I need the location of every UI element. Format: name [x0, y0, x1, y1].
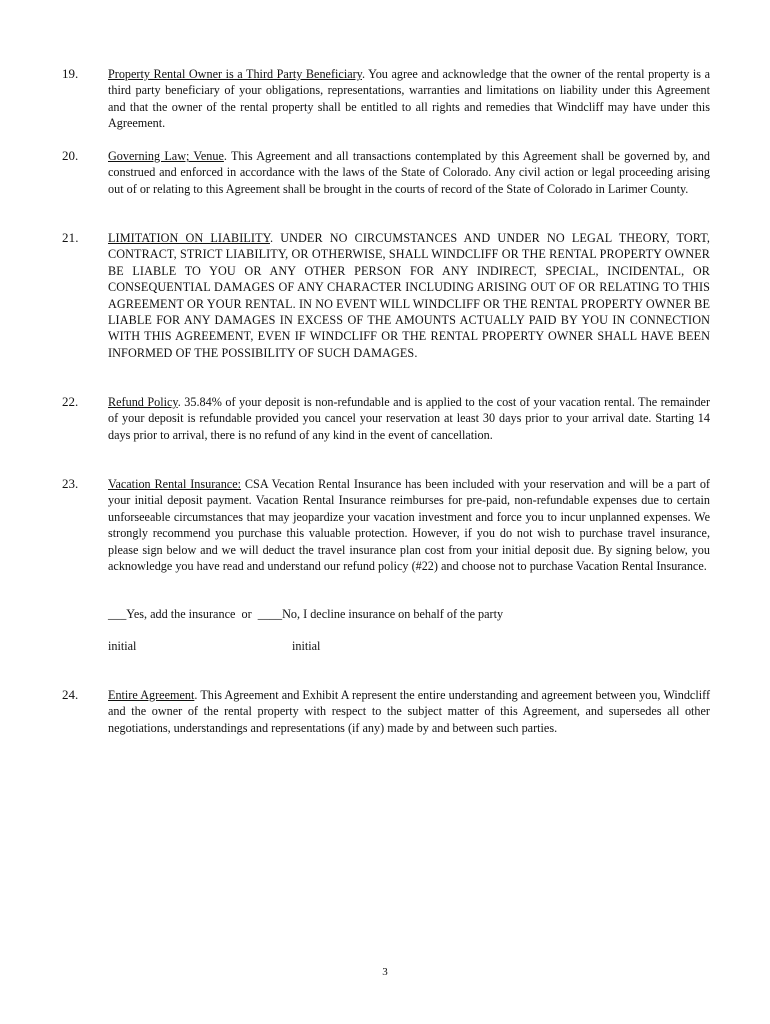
insurance-choice-line[interactable] [108, 606, 708, 622]
section-23 [62, 476, 710, 574]
section-title: Governing Law; Venue [108, 149, 224, 163]
section-title: Vacation Rental Insurance: [108, 477, 242, 491]
section-number: 21. [62, 230, 79, 245]
section-title: Refund Policy [108, 395, 178, 409]
section-22 [62, 394, 710, 443]
section-19 [62, 66, 710, 132]
section-body [108, 394, 710, 443]
section-number: 23. [62, 476, 79, 491]
section-text: . UNDER NO CIRCUMSTANCES AND UNDER NO LEGAL THEORY, TORT, CONTRACT, STRICT LIABILITY, OR OTHERWISE, SHALL WINDCLIFF OR THE RENTAL PROPERTY OWNER BE LIABLE TO YOU OR ANY OTHER PERSON FOR ANY INDIRECT, SPECIAL, INCIDENTAL, OR CONSEQUENTIAL DAMAGES OF ANY CHARACTER INCLUDING ARISING OUT OF OR RELATING TO THIS AGREEMENT OR YOUR RENTAL. IN NO EVENT WILL WINDCLIFF OR THE RENTAL PROPERTY OWNER BE LIABLE FOR ANY DAMAGES IN EXCESS OF THE AMOUNTS ACTUALLY PAID BY YOU IN CONNECTION WITH THIS AGREEMENT, EVEN IF WINDCLIFF OR THE RENTAL PROPERTY OWNER SHALL HAVE BEEN INFORMED OF THE POSSIBILITY OF SUCH DAMAGES. [108, 231, 710, 360]
section-body [108, 230, 710, 361]
section-body [108, 66, 710, 132]
section-number: 20. [62, 148, 79, 163]
section-text: . This Agreement and Exhibit A represent the entire understanding and agreement between you, Windcliff and the owner of the rental property with respect to the subject matter of this Agreement, and supersedes all other negotiations, understandings and representations (if any) made by and between such parties. [108, 688, 711, 735]
section-body [108, 148, 710, 197]
initial-label-yes: initial [108, 639, 137, 653]
section-body [108, 476, 710, 574]
section-text: . 35.84% of your deposit is non-refundable and is applied to the cost of your vacation rental. The remainder of your deposit is refundable provided you cancel your reservation at least 30 days prior to your arrival date. Starting 14 days prior to arrival, there is no refund of any kind in the event of cancellation. [108, 395, 711, 442]
section-21 [62, 230, 710, 361]
insurance-choice-text: ___Yes, add the insurance or ____No, I decline insurance on behalf of the party [108, 607, 504, 621]
section-number: 22. [62, 394, 79, 409]
section-text: CSA Vecation Rental Insurance has been included with your reservation and will be a part of your initial deposit payment. Vacation Rental Insurance reimburses for pre-paid, non-refundable expenses due to certain unforseeable circumstances that may jeopardize your vacation investment and force you to incur unplanned expenses. We strongly recommend you purchase this valuable protection. However, if you do not wish to purchase travel insurance, please sign below and we will deduct the travel insurance plan cost from your initial deposit due. By signing below, you acknowledge you have read and understand our refund policy (#22) and choose not to purchase Vacation Rental Insurance. [108, 477, 710, 574]
section-24 [62, 687, 710, 736]
section-number: 19. [62, 66, 79, 81]
section-number: 24. [62, 687, 79, 702]
section-body [108, 687, 710, 736]
section-text: . You agree and acknowledge that the owner of the rental property is a third party beneficiary of your obligations, representations, warranties and limitations on liability under this Agreement and that the owner of the rental property shall be entitled to all rights and remedies that Windcliff may have under this Agreement. [108, 67, 710, 131]
section-title: LIMITATION ON LIABILITY [108, 231, 270, 245]
section-title: Property Rental Owner is a Third Party Beneficiary [108, 67, 362, 81]
page-number: 3 [382, 966, 388, 978]
initial-label-no: initial [292, 639, 321, 653]
section-20 [62, 148, 710, 197]
section-title: Entire Agreement [108, 688, 195, 702]
section-text: . This Agreement and all transactions contemplated by this Agreement shall be governed by, and construed and enforced in accordance with the laws of the State of Colorado. Any civil action or legal proceeding arising out of or relating to this Agreement shall be brought in the courts of record of the State of Colorado in Larimer County. [108, 149, 711, 196]
